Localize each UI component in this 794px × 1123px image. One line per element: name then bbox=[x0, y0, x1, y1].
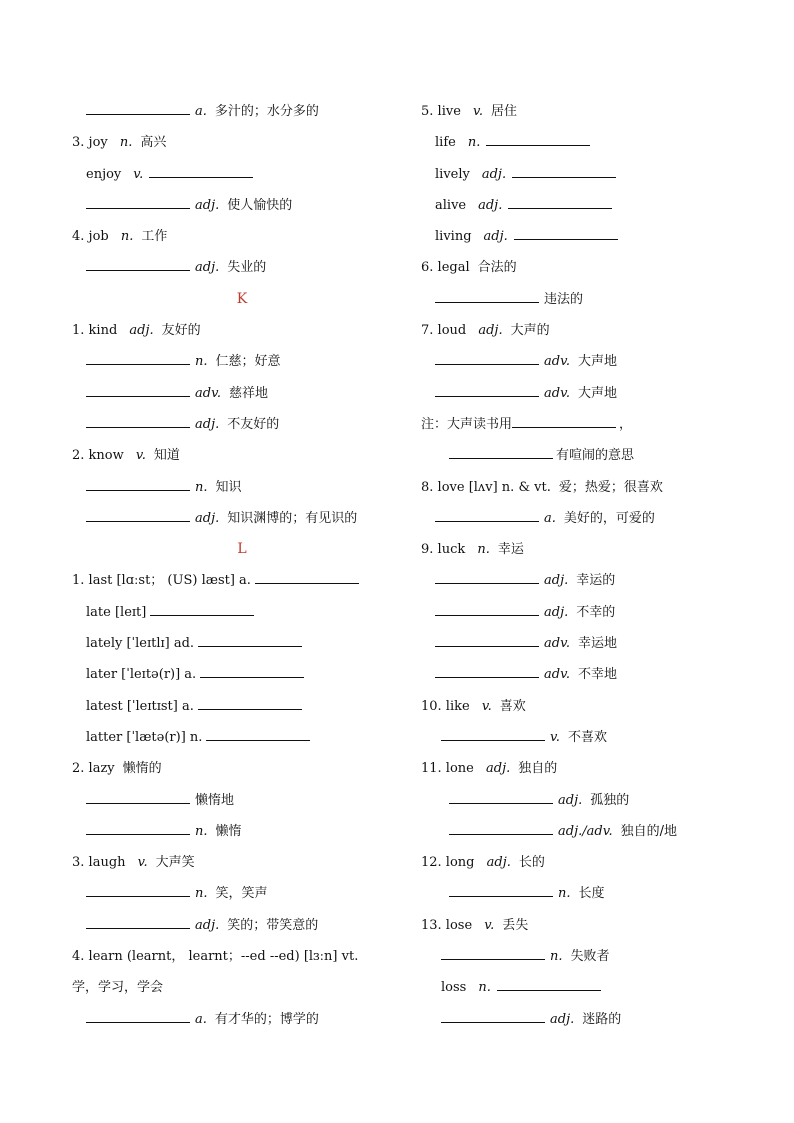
vocab-line bbox=[72, 284, 412, 315]
part-of-speech: n. bbox=[550, 949, 563, 965]
answer-blank[interactable] bbox=[435, 352, 539, 365]
part-of-speech: adj. bbox=[195, 197, 220, 213]
headword: 6. legal bbox=[421, 260, 470, 276]
part-of-speech: adv. bbox=[544, 667, 571, 683]
vocab-line bbox=[421, 252, 761, 283]
part-of-speech: adj. bbox=[129, 323, 154, 339]
headword: 1. kind bbox=[72, 323, 118, 339]
vocab-line bbox=[421, 534, 761, 565]
part-of-speech: adj. bbox=[544, 604, 569, 620]
answer-blank[interactable] bbox=[449, 884, 553, 897]
vocab-line bbox=[421, 972, 761, 1003]
note-label: 注：大声读书用 bbox=[421, 416, 513, 432]
headword: 9. luck bbox=[421, 542, 466, 558]
vocab-line bbox=[421, 190, 761, 221]
vocab-line bbox=[72, 878, 412, 909]
vocab-line bbox=[421, 440, 761, 471]
definition: 使人愉快的 bbox=[227, 197, 293, 213]
definition: 失败者 bbox=[570, 949, 610, 965]
definition: 美好的，可爱的 bbox=[563, 510, 655, 526]
part-of-speech: n. bbox=[558, 886, 571, 902]
answer-blank[interactable] bbox=[441, 728, 545, 741]
word: loss bbox=[441, 980, 467, 996]
headword: 7. loud bbox=[421, 323, 467, 339]
answer-blank[interactable] bbox=[86, 258, 190, 271]
vocab-line bbox=[421, 816, 761, 847]
answer-blank[interactable] bbox=[512, 165, 616, 178]
definition: 高兴 bbox=[140, 135, 167, 151]
part-of-speech: adj. bbox=[195, 260, 220, 276]
vocab-line bbox=[421, 346, 761, 377]
headword: 4. learn (learnt， learnt；--ed --ed) [lɜːn] vt. 学，学习，学会 bbox=[72, 949, 359, 996]
part-of-speech: adj. bbox=[550, 1011, 575, 1027]
vocab-line bbox=[72, 816, 412, 847]
phonetic-entry: 1. last [lɑːst； (US) læst] a. bbox=[72, 573, 251, 589]
part-of-speech: n. bbox=[195, 886, 208, 902]
word: life bbox=[435, 135, 456, 151]
vocab-line bbox=[421, 910, 761, 941]
answer-blank[interactable] bbox=[86, 916, 190, 929]
vocab-line bbox=[72, 252, 412, 283]
definition: 喜欢 bbox=[499, 698, 526, 714]
definition: 懒惰地 bbox=[195, 792, 235, 808]
definition: 长度 bbox=[578, 886, 605, 902]
definition: 违法的 bbox=[544, 291, 584, 307]
section-letter: L bbox=[237, 541, 247, 558]
part-of-speech: adj. bbox=[195, 917, 220, 933]
word: enjoy bbox=[86, 166, 122, 182]
answer-blank[interactable] bbox=[508, 196, 612, 209]
vocab-line bbox=[72, 597, 412, 628]
vocab-line bbox=[72, 941, 382, 1004]
vocab-line bbox=[72, 346, 412, 377]
definition: 丢失 bbox=[502, 917, 529, 933]
vocab-line bbox=[421, 847, 761, 878]
part-of-speech: adv. bbox=[544, 354, 571, 370]
definition: 懒惰 bbox=[215, 823, 242, 839]
headword: 8. love [lʌv] n. & vt. bbox=[421, 479, 551, 495]
definition: 不友好的 bbox=[227, 416, 280, 432]
definition: 慈祥地 bbox=[229, 385, 269, 401]
vocab-line bbox=[421, 691, 761, 722]
definition: 大声地 bbox=[578, 354, 618, 370]
vocab-line bbox=[421, 565, 761, 596]
vocab-line bbox=[421, 503, 761, 534]
vocab-line bbox=[72, 159, 412, 190]
vocab-line bbox=[72, 503, 412, 534]
answer-blank[interactable] bbox=[198, 697, 302, 710]
part-of-speech: n. bbox=[195, 479, 208, 495]
answer-blank[interactable] bbox=[86, 196, 190, 209]
part-of-speech: adj. bbox=[478, 197, 503, 213]
definition: 友好的 bbox=[161, 323, 201, 339]
answer-blank[interactable] bbox=[435, 571, 539, 584]
headword: 2. know bbox=[72, 448, 124, 464]
answer-blank[interactable] bbox=[86, 884, 190, 897]
part-of-speech: a. bbox=[195, 104, 207, 119]
answer-blank[interactable] bbox=[86, 509, 190, 522]
answer-blank[interactable] bbox=[449, 446, 553, 459]
section-letter: K bbox=[236, 290, 248, 307]
headword: 3. joy bbox=[72, 135, 108, 151]
answer-blank[interactable] bbox=[435, 634, 539, 647]
definition: 幸运地 bbox=[578, 636, 618, 652]
vocab-line bbox=[421, 753, 761, 784]
answer-blank[interactable] bbox=[86, 384, 190, 397]
phonetic-entry: later [ˈleɪtə(r)] a. bbox=[86, 667, 197, 683]
answer-blank[interactable] bbox=[86, 352, 190, 365]
definition: 笑，笑声 bbox=[215, 886, 268, 902]
answer-blank[interactable] bbox=[150, 603, 254, 616]
word: lively bbox=[435, 166, 470, 182]
part-of-speech: n. bbox=[478, 980, 491, 996]
vocab-line bbox=[72, 440, 412, 471]
vocab-line bbox=[421, 878, 761, 909]
definition: 不幸地 bbox=[578, 667, 618, 683]
vocab-line bbox=[421, 722, 761, 753]
answer-blank[interactable] bbox=[441, 947, 545, 960]
part-of-speech: a. bbox=[195, 1011, 207, 1027]
definition: 孤独的 bbox=[590, 792, 630, 808]
answer-blank[interactable] bbox=[435, 603, 539, 616]
vocab-line bbox=[72, 910, 412, 941]
part-of-speech: v. bbox=[484, 917, 495, 933]
answer-blank[interactable] bbox=[198, 634, 302, 647]
vocab-line bbox=[72, 1004, 412, 1035]
part-of-speech: n. bbox=[477, 542, 490, 558]
definition: 迷路的 bbox=[582, 1011, 622, 1027]
vocab-line bbox=[72, 753, 412, 784]
vocab-line bbox=[421, 941, 761, 972]
definition: 多汁的；水分多的 bbox=[214, 104, 319, 119]
phonetic-entry: latter [ˈlætə(r)] n. bbox=[86, 729, 203, 745]
definition: 独自的 bbox=[518, 761, 558, 777]
definition: 大声地 bbox=[578, 385, 618, 401]
headword: 12. long bbox=[421, 855, 475, 871]
word: living bbox=[435, 229, 472, 245]
note-punct: ， bbox=[619, 416, 633, 432]
part-of-speech: n. bbox=[119, 135, 133, 151]
answer-blank[interactable] bbox=[86, 822, 190, 835]
phonetic-entry: late [leɪt] bbox=[86, 604, 147, 620]
answer-blank[interactable] bbox=[449, 822, 553, 835]
headword: 13. lose bbox=[421, 917, 473, 933]
vocab-line bbox=[72, 127, 412, 158]
part-of-speech: n. bbox=[467, 135, 481, 151]
part-of-speech: adj. bbox=[478, 323, 503, 339]
definition: 有喧闹的意思 bbox=[556, 448, 635, 464]
answer-blank[interactable] bbox=[149, 165, 253, 178]
part-of-speech: v. bbox=[550, 729, 560, 745]
headword: 2. lazy bbox=[72, 761, 115, 777]
definition: 知识 bbox=[215, 479, 242, 495]
answer-blank[interactable] bbox=[435, 665, 539, 678]
part-of-speech: adj. bbox=[483, 229, 508, 245]
answer-blank[interactable] bbox=[206, 728, 310, 741]
vocab-line bbox=[72, 565, 412, 596]
part-of-speech: adj. bbox=[486, 855, 511, 871]
answer-blank[interactable] bbox=[200, 665, 304, 678]
vocab-line bbox=[72, 221, 412, 252]
vocab-line bbox=[72, 378, 412, 409]
part-of-speech: adj. bbox=[195, 510, 220, 526]
vocab-line bbox=[421, 315, 761, 346]
answer-blank[interactable] bbox=[86, 478, 190, 491]
part-of-speech: adj. bbox=[486, 761, 511, 777]
part-of-speech: adj. bbox=[481, 166, 507, 182]
definition: 幸运 bbox=[497, 542, 524, 558]
definition: 居住 bbox=[490, 104, 517, 119]
answer-blank[interactable] bbox=[486, 133, 590, 146]
definition: 不喜欢 bbox=[567, 729, 607, 745]
part-of-speech: v. bbox=[137, 855, 148, 871]
part-of-speech: n. bbox=[120, 229, 134, 245]
part-of-speech: adv. bbox=[544, 636, 571, 652]
answer-blank[interactable] bbox=[449, 791, 553, 804]
definition: 独自的/地 bbox=[620, 823, 678, 839]
vocab-line bbox=[72, 190, 412, 221]
definition: 不幸的 bbox=[576, 604, 616, 620]
vocab-line bbox=[421, 472, 761, 503]
vocab-line bbox=[72, 472, 412, 503]
definition: 知道 bbox=[153, 448, 180, 464]
answer-blank[interactable] bbox=[514, 227, 618, 240]
answer-blank[interactable] bbox=[86, 102, 190, 115]
vocab-line bbox=[421, 597, 761, 628]
headword: 4. job bbox=[72, 229, 109, 245]
answer-blank[interactable] bbox=[497, 978, 601, 991]
part-of-speech: v. bbox=[473, 104, 483, 119]
part-of-speech: n. bbox=[195, 354, 208, 370]
vocab-line bbox=[72, 534, 412, 565]
definition: 懒惰的 bbox=[122, 761, 162, 777]
right-column bbox=[421, 96, 761, 1035]
vocab-line bbox=[72, 691, 412, 722]
definition: 合法的 bbox=[477, 260, 517, 276]
answer-blank[interactable] bbox=[441, 1010, 545, 1023]
part-of-speech: adj. bbox=[195, 416, 220, 432]
definition: 大声的 bbox=[510, 323, 550, 339]
vocab-line bbox=[421, 659, 761, 690]
definition: 笑的；带笑意的 bbox=[227, 917, 319, 933]
vocab-line bbox=[72, 628, 412, 659]
vocab-line bbox=[421, 284, 761, 315]
part-of-speech: adv. bbox=[544, 385, 571, 401]
vocab-line bbox=[421, 1004, 761, 1035]
answer-blank[interactable] bbox=[255, 571, 359, 584]
answer-blank[interactable] bbox=[86, 1010, 190, 1023]
vocab-line bbox=[421, 159, 761, 190]
definition: 爱；热爱；很喜欢 bbox=[558, 479, 663, 495]
vocab-line bbox=[72, 315, 412, 346]
answer-blank[interactable] bbox=[435, 384, 539, 397]
part-of-speech: v. bbox=[135, 448, 146, 464]
definition: 长的 bbox=[518, 855, 545, 871]
left-column bbox=[72, 96, 412, 1035]
part-of-speech: v. bbox=[133, 166, 144, 182]
vocab-line bbox=[421, 127, 761, 158]
vocab-line bbox=[72, 409, 412, 440]
answer-blank[interactable] bbox=[435, 290, 539, 303]
part-of-speech: adj./adv. bbox=[558, 823, 613, 839]
part-of-speech: a. bbox=[544, 510, 556, 526]
part-of-speech: adj. bbox=[544, 573, 569, 589]
part-of-speech: adj. bbox=[558, 792, 583, 808]
definition: 幸运的 bbox=[576, 573, 616, 589]
part-of-speech: n. bbox=[195, 823, 208, 839]
definition: 知识渊博的；有见识的 bbox=[227, 510, 358, 526]
vocab-line bbox=[72, 847, 412, 878]
vocab-line bbox=[72, 96, 412, 127]
definition: 有才华的；博学的 bbox=[214, 1011, 319, 1027]
definition: 大声笑 bbox=[155, 855, 195, 871]
answer-blank[interactable] bbox=[435, 509, 539, 522]
headword: 5. live bbox=[421, 104, 461, 119]
vocab-line bbox=[421, 221, 761, 252]
definition: 失业的 bbox=[227, 260, 267, 276]
headword: 11. lone bbox=[421, 761, 474, 777]
answer-blank[interactable] bbox=[86, 415, 190, 428]
answer-blank[interactable] bbox=[86, 791, 190, 804]
vocab-line bbox=[421, 378, 761, 409]
vocab-line bbox=[72, 722, 412, 753]
phonetic-entry: latest [ˈleɪtɪst] a. bbox=[86, 698, 194, 714]
answer-blank[interactable] bbox=[512, 415, 616, 428]
definition: 仁慈；好意 bbox=[215, 354, 281, 370]
definition: 工作 bbox=[141, 229, 168, 245]
headword: 3. laugh bbox=[72, 855, 126, 871]
phonetic-entry: lately [ˈleɪtlɪ] ad. bbox=[86, 636, 195, 652]
vocab-line bbox=[421, 628, 761, 659]
vocab-line bbox=[421, 96, 761, 127]
word: alive bbox=[435, 197, 467, 213]
vocab-line bbox=[421, 785, 761, 816]
part-of-speech: v. bbox=[481, 698, 492, 714]
headword: 10. like bbox=[421, 698, 470, 714]
vocab-line bbox=[72, 785, 412, 816]
vocab-line bbox=[421, 409, 761, 440]
vocab-line bbox=[72, 659, 412, 690]
part-of-speech: adv. bbox=[195, 385, 222, 401]
